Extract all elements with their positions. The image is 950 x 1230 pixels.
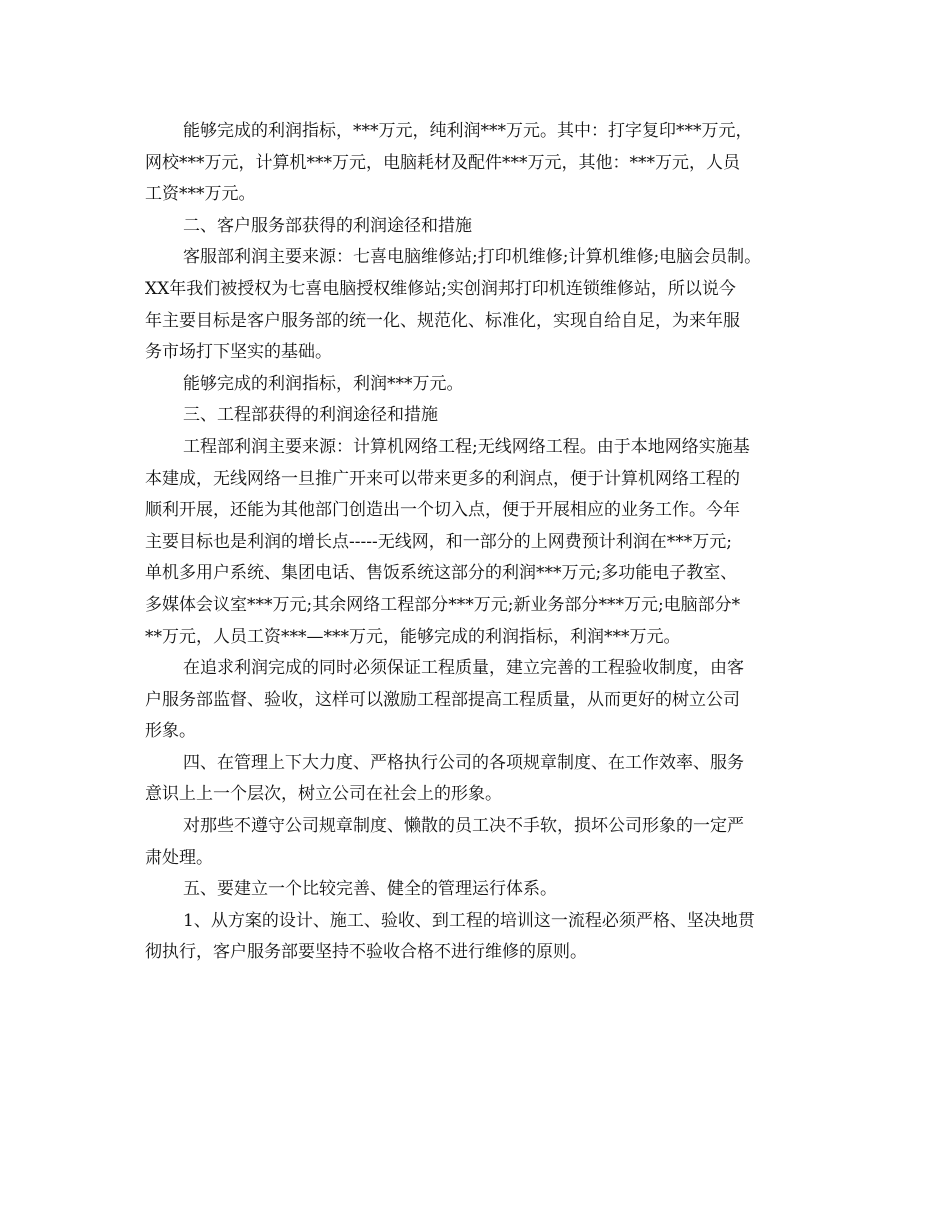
- text-line: 对那些不遵守公司规章制度、懒散的员工决不手软，损坏公司形象的一定严: [183, 816, 744, 837]
- text-line: 网校***万元，计算机***万元，电脑耗材及配件***万元，其他：***万元，人员: [145, 152, 740, 173]
- text-line: 主要目标也是利润的增长点-----无线网，和一部分的上网费预计利润在***万元;: [145, 531, 732, 552]
- section-heading: 二、客户服务部获得的利润途径和措施: [183, 215, 472, 236]
- text-line: 务市场打下坚实的基础。: [145, 342, 332, 363]
- text-line: 多媒体会议室***万元;其余网络工程部分***万元;新业务部分***万元;电脑部分*: [145, 594, 741, 615]
- text-line: 能够完成的利润指标，***万元，纯利润***万元。其中：打字复印***万元，: [183, 121, 753, 141]
- text-line: 能够完成的利润指标，利润***万元。: [183, 373, 464, 394]
- text-line: 意识上上一个层次，树立公司在社会上的形象。: [145, 784, 502, 805]
- text-line: 形象。: [145, 721, 196, 742]
- text-line: 1、从方案的设计、施工、验收、到工程的培训这一流程必须严格、坚决地贯: [183, 910, 755, 931]
- text-line: 顺利开展，还能为其他部门创造出一个切入点，便于开展相应的业务工作。今年: [145, 500, 740, 521]
- text-line: 在追求利润完成的同时必须保证工程质量，建立完善的工程验收制度，由客: [183, 658, 744, 679]
- section-heading: 五、要建立一个比较完善、健全的管理运行体系。: [183, 879, 557, 900]
- text-line: 工程部利润主要来源：计算机网络工程;无线网络工程。由于本地网络实施基: [183, 436, 750, 457]
- text-line: 户服务部监督、验收，这样可以激励工程部提高工程质量，从而更好的树立公司: [145, 689, 740, 710]
- text-line: 年主要目标是客户服务部的统一化、规范化、标准化，实现自给自足，为来年服: [145, 310, 740, 331]
- document-body: [145, 116, 815, 969]
- section-heading: 四、在管理上下大力度、严格执行公司的各项规章制度、在工作效率、服务: [183, 752, 744, 773]
- text-line: 彻执行，客户服务部要坚持不验收合格不进行维修的原则。: [145, 942, 587, 963]
- text-line: **万元，人员工资***—***万元，能够完成的利润指标，利润***万元。: [145, 626, 681, 647]
- text-line: 肃处理。: [145, 847, 213, 868]
- text-line: 工资***万元。: [145, 184, 256, 205]
- text-line: 本建成，无线网络一旦推广开来可以带来更多的利润点，便于计算机网络工程的: [145, 468, 740, 489]
- text-line: XX年我们被授权为七喜电脑授权维修站;实创润邦打印机连锁维修站，所以说今: [145, 278, 736, 299]
- text-line: 客服部利润主要来源：七喜电脑维修站;打印机维修;计算机维修;电脑会员制。: [183, 247, 762, 268]
- text-line: 单机多用户系统、集团电话、售饭系统这部分的利润***万元;多功能电子教室、: [145, 563, 738, 584]
- section-heading: 三、工程部获得的利润途径和措施: [183, 405, 438, 426]
